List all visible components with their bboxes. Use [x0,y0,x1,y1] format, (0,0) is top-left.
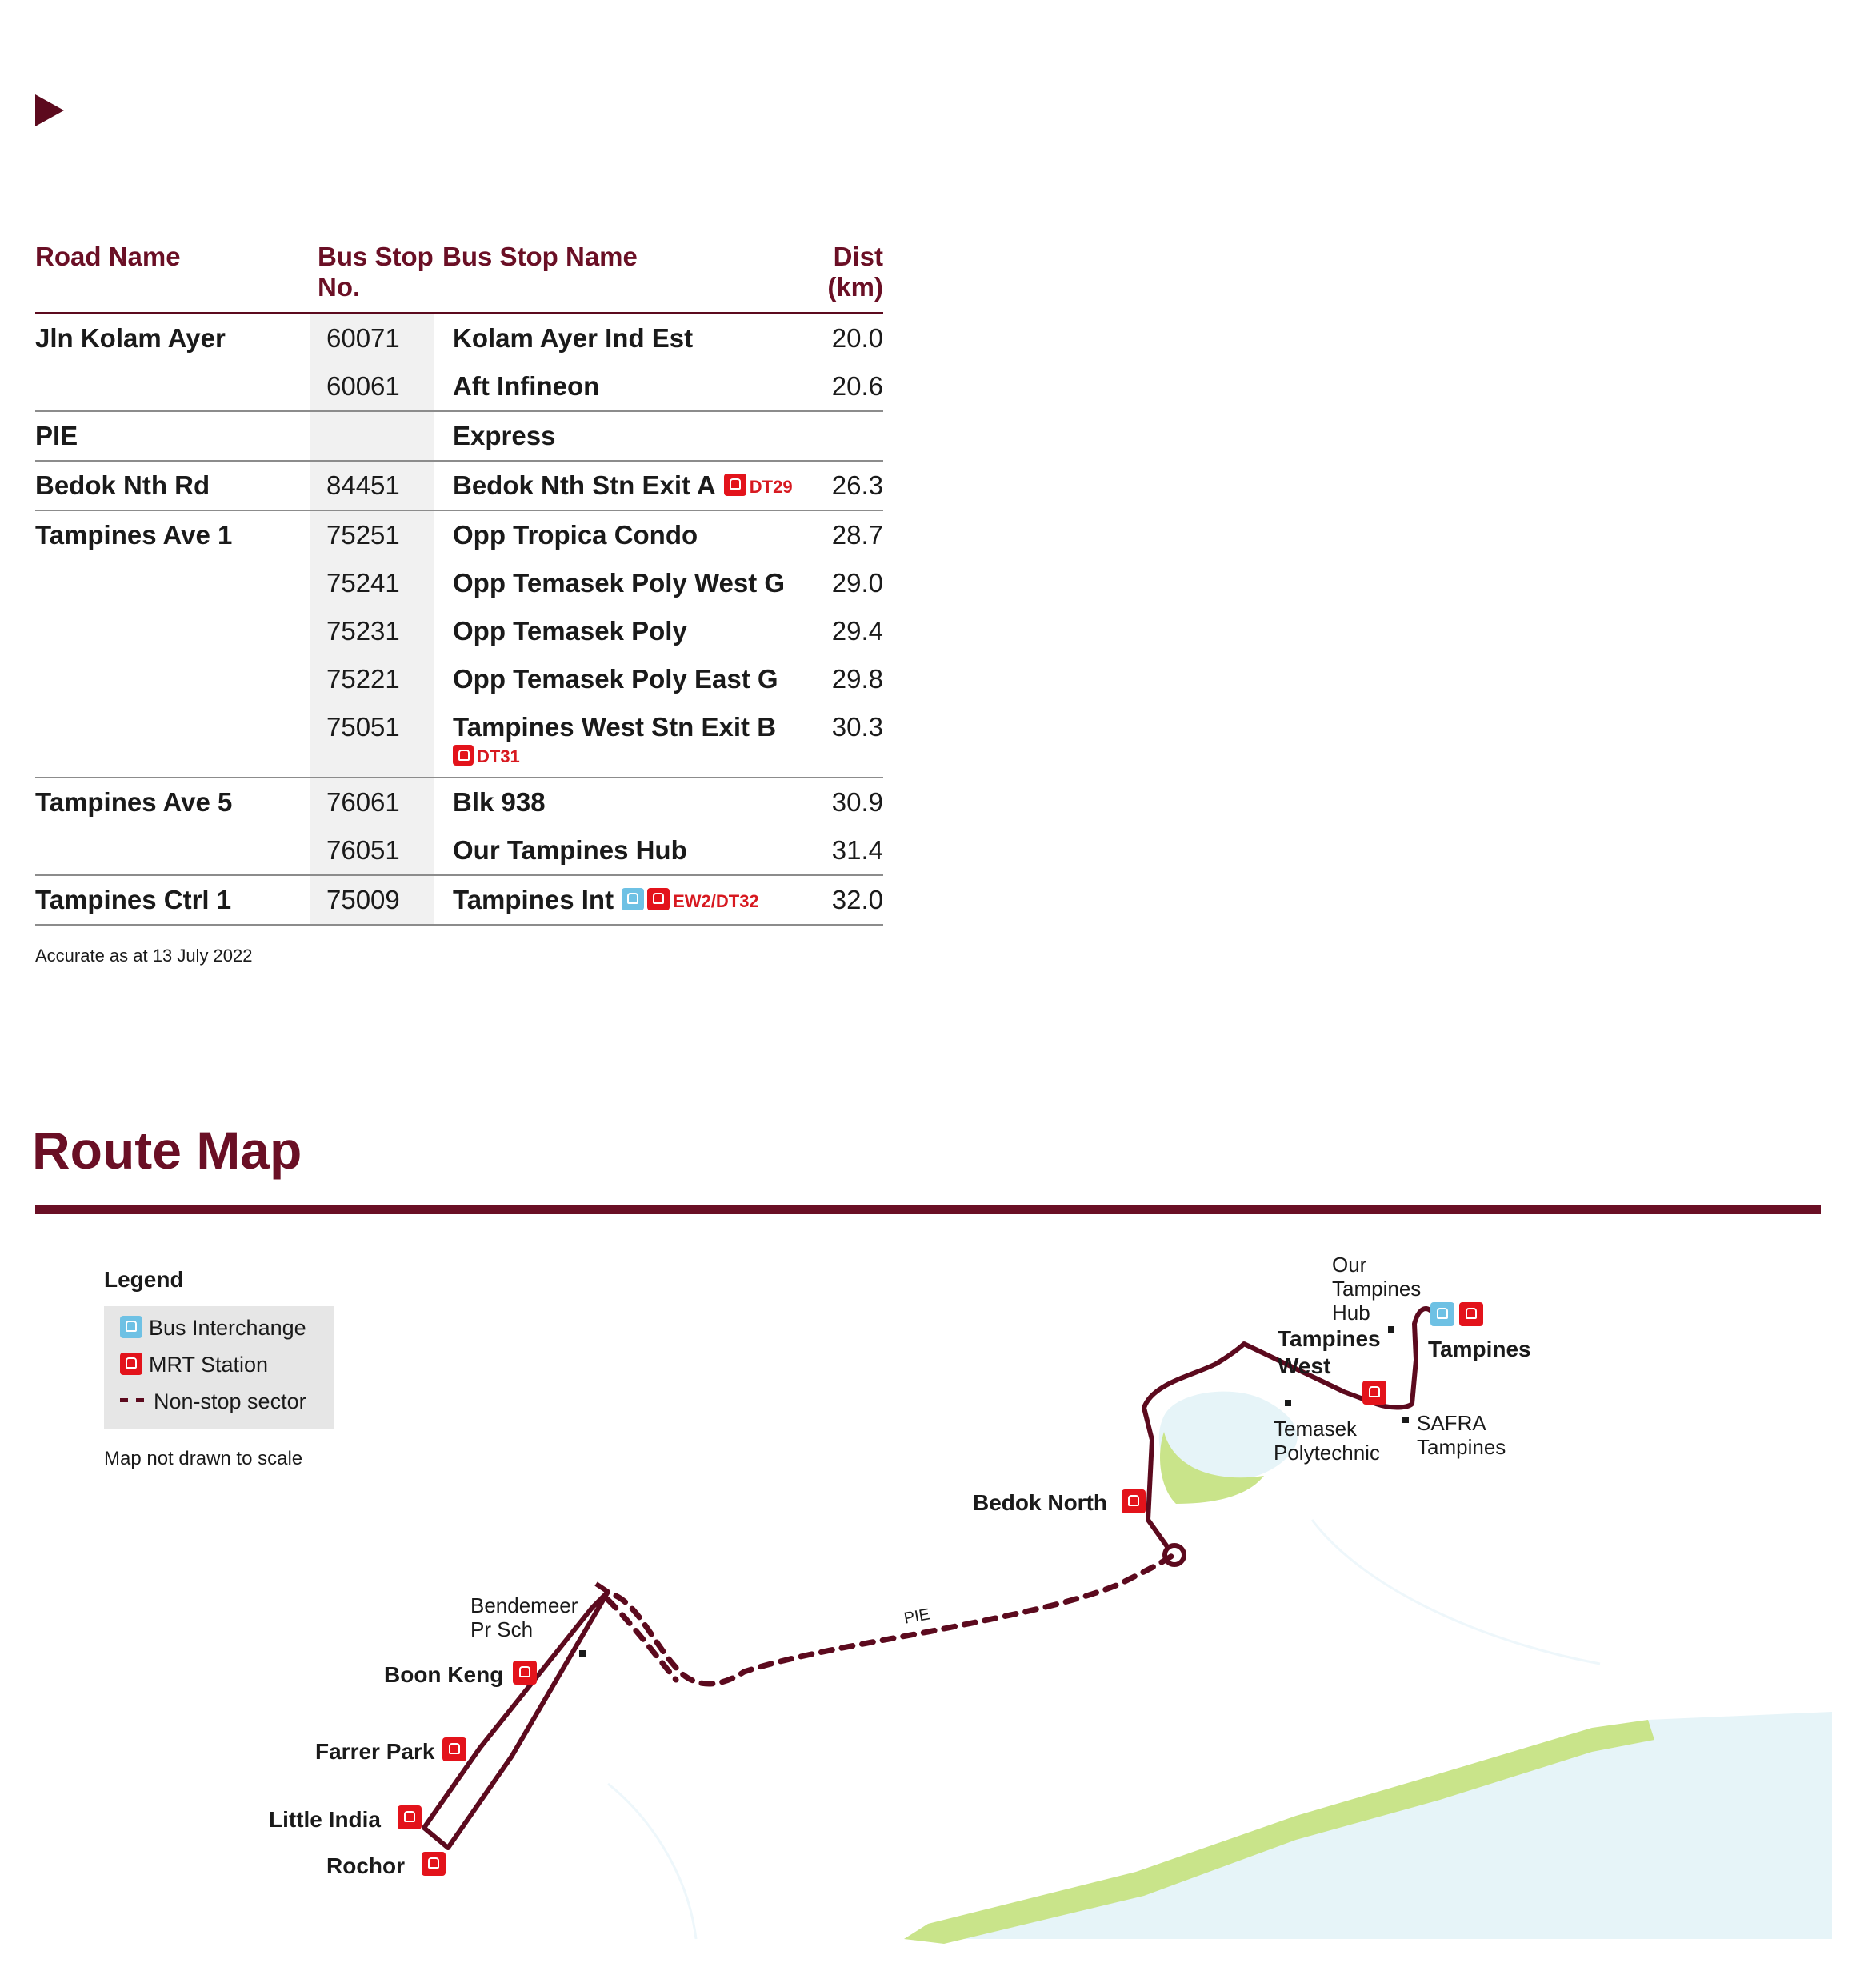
header-stop-no: Bus Stop No. [318,242,434,302]
river [1312,1520,1600,1664]
legend-item-bus [120,1316,306,1341]
dashed-line-icon [120,1398,144,1402]
table-row [35,607,883,655]
stop-no: 60061 [310,362,434,410]
stop-name: Blk 938 [453,787,546,817]
tampines-label: Tampines [1428,1337,1531,1361]
bus-interchange-icon [1430,1302,1454,1326]
table-row [35,314,883,362]
mrt-code: DT31 [477,746,520,767]
non-stop-sector [616,1556,1172,1684]
title-divider [35,1205,1821,1214]
stop-name-cell [453,876,759,926]
table-row [35,655,883,703]
route-line [596,1584,608,1592]
table-row [35,412,883,460]
road-group [35,314,883,412]
bedok-north-label: Bedok North [973,1490,1107,1515]
stop-dist: 32.0 [831,885,883,914]
scale-note: Map not drawn to scale [104,1448,303,1469]
road-name: Jln Kolam Ayer [35,323,226,353]
stop-name: Opp Temasek Poly [453,616,687,646]
mrt-code: EW2/DT32 [673,891,759,912]
stop-name: Aft Infineon [453,371,600,401]
temasek-poly-label: Temasek Polytechnic [1274,1417,1380,1465]
river [608,1784,696,1939]
stop-name: Express [453,421,556,450]
pie-label: PIE [902,1605,931,1628]
road-name: Bedok Nth Rd [35,470,210,500]
mrt-station-icon [120,1353,142,1375]
table-row [35,511,883,559]
safra-marker [1402,1417,1409,1423]
stop-name: Bedok Nth Stn Exit A [453,470,716,500]
stop-dist: 29.8 [831,664,883,694]
tampines-west-label: Tampines West [1278,1326,1381,1378]
stop-name: Opp Temasek Poly West G [453,568,786,598]
stop-dist: 29.0 [831,568,883,598]
road-name: Tampines Ctrl 1 [35,885,232,914]
table-row [35,703,883,777]
stop-no: 75221 [310,655,434,703]
road-name: Tampines Ave 5 [35,787,233,817]
stop-dist: 20.0 [831,323,883,353]
temasek-poly-marker [1285,1400,1291,1406]
table-row [35,462,883,510]
table-row [35,778,883,826]
table-row [35,826,883,874]
stop-dist: 28.7 [831,520,883,550]
stop-name-cell [453,462,793,511]
stop-no: 75009 [310,876,434,924]
mrt-station-icon [398,1805,422,1829]
mrt-station-icon [724,474,746,496]
mrt-code: DT29 [749,477,793,498]
stop-no: 75251 [310,511,434,559]
mrt-station-icon [422,1852,446,1876]
safra-label: SAFRA Tampines [1417,1411,1506,1459]
legend-box [104,1306,334,1429]
table-row [35,559,883,607]
farrer-park-label: Farrer Park [315,1739,435,1764]
stop-name: Tampines West Stn Exit B [453,712,777,742]
table-header [35,240,883,314]
legend-item-mrt [120,1353,268,1377]
road-name: PIE [35,421,78,450]
bus-stop-table [35,240,883,926]
mrt-station-icon [1122,1489,1146,1513]
stop-no: 75051 [310,703,434,777]
bendemeer-marker [579,1650,586,1657]
stop-name: Kolam Ayer Ind Est [453,323,694,353]
our-tampines-hub-label: Our Tampines Hub [1332,1253,1422,1325]
mrt-station-icon [453,745,474,766]
stop-name: Opp Temasek Poly East G [453,664,778,694]
mrt-sub [453,745,520,768]
loop [1165,1545,1184,1565]
legend-label: MRT Station [149,1353,269,1377]
stop-name: Our Tampines Hub [453,835,687,865]
stop-dist: 30.9 [831,787,883,817]
legend-label: Bus Interchange [149,1316,306,1340]
mrt-station-icon [442,1737,466,1761]
stop-no: 76061 [310,778,434,826]
boon-keng-label: Boon Keng [384,1662,504,1687]
stop-dist: 26.3 [831,470,883,500]
road-group [35,462,883,511]
bus-interchange-icon [120,1316,142,1338]
stop-no [310,412,434,460]
legend-item-nonstop [120,1389,306,1414]
road-group [35,778,883,876]
stop-no: 75231 [310,607,434,655]
header-road-name: Road Name [35,242,181,271]
mrt-station-icon [513,1661,537,1685]
stop-name: Opp Tropica Condo [453,520,698,550]
rochor-label: Rochor [326,1853,405,1878]
table-row [35,362,883,410]
stop-dist: 31.4 [831,835,883,865]
accuracy-note: Accurate as at 13 July 2022 [35,946,253,966]
table-row [35,876,883,924]
road-group [35,412,883,462]
stop-no: 75241 [310,559,434,607]
road-group [35,511,883,778]
stop-no: 76051 [310,826,434,874]
route-map-title: Route Map [32,1121,302,1180]
stop-dist: 30.3 [831,712,883,742]
non-stop-sector [608,1600,676,1680]
road-group [35,876,883,926]
road-name: Tampines Ave 1 [35,520,233,550]
stop-dist: 29.4 [831,616,883,646]
stop-name: Tampines Int [453,885,614,914]
stop-no: 60071 [310,314,434,362]
legend-title: Legend [104,1267,184,1292]
stop-no: 84451 [310,462,434,510]
mrt-station-icon [1362,1381,1386,1405]
mrt-station-icon [1459,1302,1483,1326]
little-india-label: Little India [269,1807,381,1832]
header-stop-name: Bus Stop Name [442,242,638,271]
stop-dist: 20.6 [831,371,883,401]
play-icon [35,94,64,126]
legend-label: Non-stop sector [154,1389,306,1413]
header-dist: Dist (km) [827,242,883,302]
bendemeer-label: Bendemeer Pr Sch [470,1593,578,1641]
bus-interchange-icon [622,888,644,910]
mrt-station-icon [647,888,670,910]
